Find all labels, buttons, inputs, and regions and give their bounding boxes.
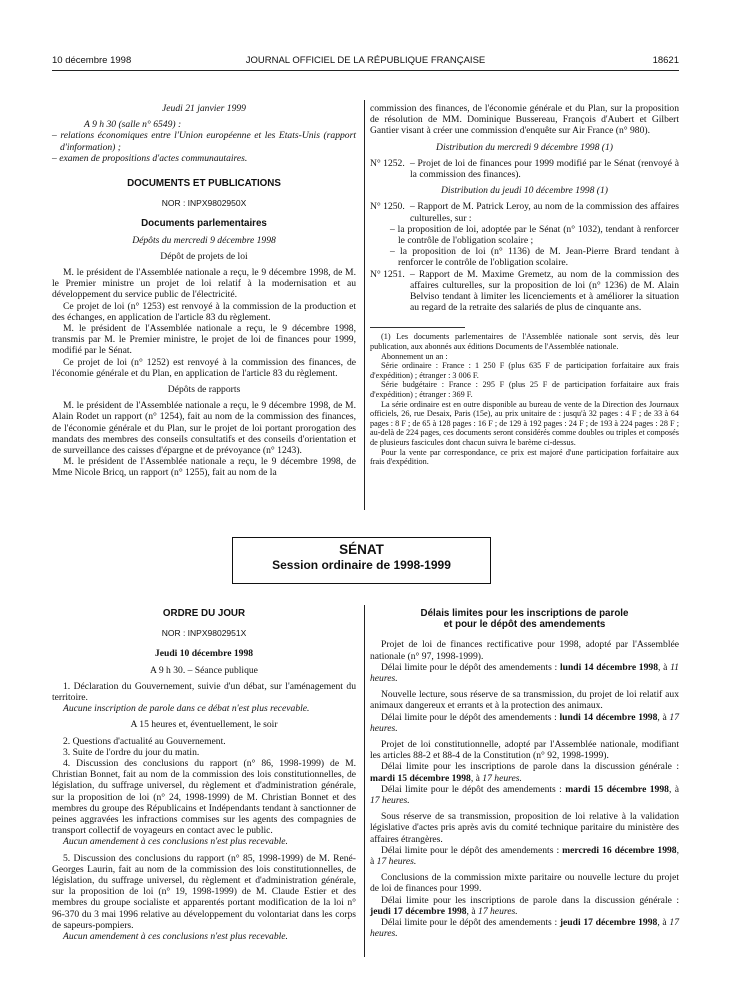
deadline: Délai limite pour le dépôt des amendements : mercredi 16 décembre 1998, à 17 heures.	[370, 844, 679, 868]
entry-number: N° 1250.	[370, 201, 405, 213]
entry-text: – Rapport de M. Patrick Leroy, au nom de la commission des affaires culturelles, sur :	[410, 201, 679, 224]
section-title: ORDRE DU JOUR	[162, 608, 246, 619]
seance-line: A 15 heures et, éventuellement, le soir	[130, 719, 278, 731]
paragraph: commission des finances, de l'économie générale et du Plan, sur la proposition de résolution de MM. Dominique Bussereau, François d'Aubert et Gilbert Gantier visant à créer une commission d'enquête sur Air France (n° 980).	[370, 103, 679, 137]
paragraph: Ce projet de loi (n° 1253) est renvoyé à la commission de la production et des échanges, en application de l'article 83 du règlement.	[52, 300, 356, 323]
sub-title: Documents parlementaires	[141, 218, 267, 230]
header-date: 10 décembre 1998	[52, 55, 132, 66]
column-divider	[364, 605, 365, 957]
entry-text: – Rapport de M. Maxime Gremetz, au nom de la commission des affaires culturelles, sur la proposition de loi (n° 1236) de M. Alain Belviso tendant à limiter les licenciements et à améliorer la situation au regard de la retraite des salariés de plus de cinquante ans.	[410, 268, 679, 314]
header-rule	[52, 70, 679, 71]
agenda-item: 4. Discussion des conclusions du rapport (n° 86, 1998-1999) de M. Christian Bonnet, fait au nom de la commission des lois constitutionnelles, de législation, du suffrage universel, du règlement et d'administration générale, sur la proposition de loi (n° 24, 1998-1999) de M. Christian Bonnet et des membres du groupe des Républicains et Indépendants tendant à sanctionner de peines aggravées les infractions commises sur les agents des compagnies de transport collectif de voyageurs en contact avec le public.	[52, 758, 356, 837]
top-right-column	[370, 103, 679, 467]
section-title: et pour le dépôt des amendements	[443, 619, 606, 631]
footnote-text: Série ordinaire : France : 1 250 F (plus 635 F de participation forfaitaire aux frais d'expédition) ; étranger : 3 006 F.	[370, 361, 679, 380]
footnote-text: (1) Les documents parlementaires de l'Assemblée nationale sont servis, dès leur publication, aux abonnés aux éditions Documents de l'Assemblée nationale.	[370, 332, 679, 352]
bill-text: Projet de loi de finances rectificative pour 1998, adopté par l'Assemblée nationale (n° 97, 1998-1999).	[370, 639, 679, 662]
page-header	[52, 55, 679, 69]
paragraph: Ce projet de loi (n° 1252) est renvoyé à la commission des finances, de l'économie générale et du Plan, en application de l'article 83 du règlement.	[52, 356, 356, 379]
footnote-text: Abonnement un an :	[381, 351, 448, 361]
journal-title: JOURNAL OFFICIEL DE LA RÉPUBLIQUE FRANÇAISE	[245, 55, 486, 66]
entry-number: N° 1251.	[370, 268, 405, 280]
bottom-right-column	[370, 608, 679, 939]
footnote	[370, 332, 679, 466]
deadline: Délai limite pour les inscriptions de parole dans la discussion générale : jeudi 17 décembre 1998, à 17 heures.	[370, 894, 679, 917]
entry-number: N° 1252.	[370, 157, 405, 169]
agenda-item: – relations économiques entre l'Union européenne et les Etats-Unis (rapport d'information) ;	[52, 130, 356, 153]
agenda-note: Aucune inscription de parole dans ce débat n'est plus recevable.	[63, 703, 310, 715]
document-entry	[370, 201, 679, 223]
session-date: Jeudi 10 décembre 1998	[154, 648, 254, 660]
senat-title: SÉNAT	[339, 542, 384, 557]
footnote-text: La série ordinaire est en outre disponible au bureau de vente de la Direction des Journaux officiels, 26, rue Desaix, Paris (15e), au prix unitaire de : jusqu'à 32 pages : 4 F ; de 33 à 64 pages : 8 F ; de 65 à 128 pages : 16 F ; de 129 à 192 pages : 24 F ; de 193 à 224 pages : 28 F ; au-delà de 224 pages, ces documents seront considérés comme doubles ou triples et composés de plusieurs fascicules dont chacun suivra le barème ci-dessus.	[370, 399, 679, 447]
nor-code: NOR : INPX9802951X	[161, 628, 247, 639]
deadline: Délai limite pour le dépôt des amendements : jeudi 17 décembre 1998, à 17 heures.	[370, 917, 679, 940]
agenda-note: Aucun amendement à ces conclusions n'est plus recevable.	[63, 931, 288, 943]
session-title: Session ordinaire de 1998-1999	[272, 558, 451, 573]
entry-text: – Projet de loi de finances pour 1999 modifié par le Sénat (renvoyé à la commission des finances).	[410, 157, 679, 181]
footnote-text: Pour la vente par correspondance, ce prix est majoré d'une participation forfaitaire aux frais d'expédition.	[370, 447, 679, 467]
agenda-item: 3. Suite de l'ordre du jour du matin.	[63, 746, 200, 758]
bill-text: Sous réserve de sa transmission, proposition de loi relative à la validation législative d'actes pris après avis du comité technique paritaire du ministère des affaires étrangères.	[370, 811, 679, 845]
nor-code: NOR : INPX9802950X	[161, 198, 247, 209]
agenda-item: – examen de propositions d'actes communautaires.	[52, 152, 248, 164]
bottom-left-column	[52, 608, 356, 942]
deadline: Délai limite pour le dépôt des amendements : mardi 15 décembre 1998, à 17 heures.	[370, 783, 679, 807]
paragraph: M. le président de l'Assemblée nationale a reçu, le 9 décembre 1998, de Mme Nicole Bricq, un rapport (n° 1255), fait au nom de la	[52, 456, 356, 479]
meeting-time: A 9 h 30 (salle n° 6549) :	[84, 119, 182, 131]
paragraph: M. le président de l'Assemblée nationale a reçu, le 9 décembre 1998, de M. le Premier ministre un projet de loi relatif à la modernisation et au développement du service public de l'électricité.	[52, 267, 356, 301]
seance-line: A 9 h 30. – Séance publique	[150, 664, 258, 676]
deadline: Délai limite pour le dépôt des amendements : lundi 14 décembre 1998, à 11 heures.	[370, 661, 679, 685]
page-number: 18621	[652, 55, 679, 66]
paragraph: M. le président de l'Assemblée nationale a reçu, le 9 décembre 1998, transmis par M. le Premier ministre, le projet de loi de finances pour 1999, modifié par le Sénat.	[52, 323, 356, 357]
section-title: Délais limites pour les inscriptions de parole	[420, 608, 629, 619]
bill-text: Conclusions de la commission mixte paritaire ou nouvelle lecture du projet de loi de finances pour 1999.	[370, 872, 679, 895]
heading-depot-rapports: Dépôts de rapports	[167, 384, 241, 396]
bill-text: Projet de loi constitutionnelle, adopté par l'Assemblée nationale, modifiant les articles 88-2 et 88-4 de la Constitution (n° 92, 1998-1999).	[370, 739, 679, 762]
column-divider	[364, 100, 365, 510]
footnote-rule	[370, 327, 465, 328]
section-title: DOCUMENTS ET PUBLICATIONS	[127, 178, 281, 190]
agenda-note: Aucun amendement à ces conclusions n'est plus recevable.	[63, 836, 288, 848]
depots-date: Dépôts du mercredi 9 décembre 1998	[132, 234, 276, 246]
senat-banner	[232, 537, 491, 584]
document-entry	[370, 269, 679, 314]
meeting-date: Jeudi 21 janvier 1999	[162, 103, 246, 114]
deadline: Délai limite pour le dépôt des amendements : lundi 14 décembre 1998, à 17 heures.	[370, 711, 679, 734]
footnote-text: Série budgétaire : France : 295 F (plus 25 F de participation forfaitaire aux frais d'expédition) ; étranger : 369 F.	[370, 380, 679, 400]
deadline: Délai limite pour les inscriptions de parole dans la discussion générale : mardi 15 décembre 1998, à 17 heures.	[370, 761, 679, 784]
entry-subitem: – la proposition de loi, adoptée par le Sénat (n° 1032), tendant à renforcer le contrôle de l'obligation scolaire ;	[390, 223, 679, 247]
distribution-date: Distribution du mercredi 9 décembre 1998 (1)	[436, 141, 613, 153]
document-entry	[370, 158, 679, 180]
distribution-date: Distribution du jeudi 10 décembre 1998 (1)	[441, 185, 608, 197]
paragraph: M. le président de l'Assemblée nationale a reçu, le 9 décembre 1998, de M. Alain Rodet un rapport (n° 1254), fait au nom de la commission des finances, de l'économie générale et du Plan, sur le projet de loi portant prorogation des mandats des membres des conseils consultatifs et des conseils d'orientation et de surveillance des caisses d'épargne et de prévoyance (n° 1243).	[52, 400, 356, 457]
agenda-item: 2. Questions d'actualité au Gouvernement.	[63, 735, 226, 747]
bill-text: Nouvelle lecture, sous réserve de sa transmission, du projet de loi relatif aux animaux dangereux et errants et à la protection des animaux.	[370, 689, 679, 712]
entry-subitem: – la proposition de loi (n° 1136) de M. Jean-Pierre Brard tendant à renforcer le contrôle de l'obligation scolaire.	[390, 246, 679, 269]
top-left-column	[52, 103, 356, 479]
heading-depot-projets: Dépôt de projets de loi	[160, 250, 248, 262]
agenda-item: 1. Déclaration du Gouvernement, suivie d'un débat, sur l'aménagement du territoire.	[52, 680, 356, 704]
agenda-item: 5. Discussion des conclusions du rapport (n° 85, 1998-1999) de M. René-Georges Laurin, fait au nom de la commission des lois constitutionnelles, de législation, du suffrage universel, du règlement et d'administration générale, sur la proposition de loi (n° 19, 1998-1999) de M. Claude Estier et des membres du groupe socialiste et apparentés portant modification de la loi n° 96-370 du 3 mai 1996 relative au développement du volontariat dans les corps de sapeurs-pompiers.	[52, 852, 356, 931]
